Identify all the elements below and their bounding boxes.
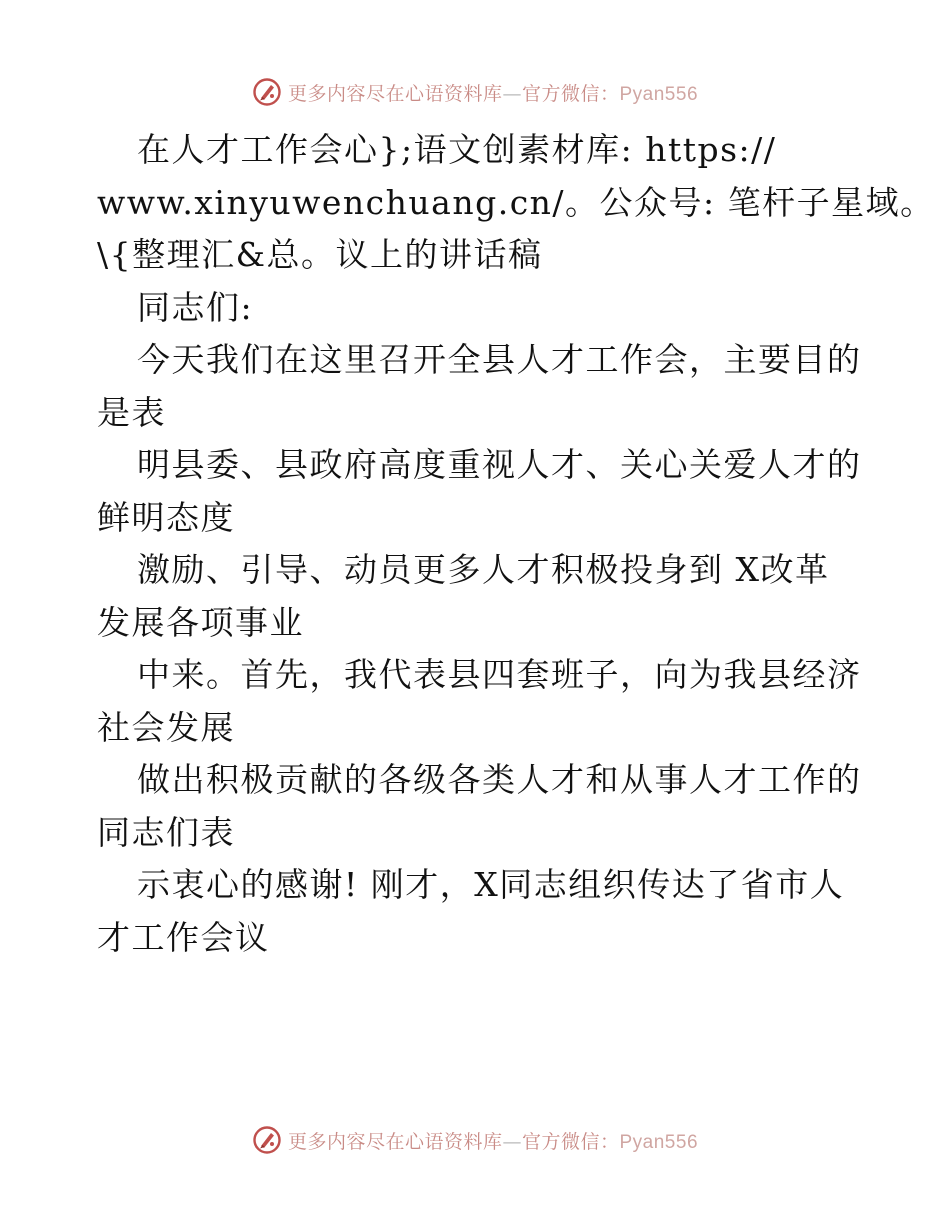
header-banner-separator: — <box>502 82 522 105</box>
header-banner-wechat-label: 官方微信： <box>521 82 620 105</box>
text-line: 做出积极贡献的各级各类人才和从事人才工作的 <box>137 760 862 799</box>
text-line: \{整理汇&总。议上的讲话稿 <box>97 235 543 274</box>
text-line: 发展各项事业 <box>97 602 304 642</box>
text-line: 同志们: <box>137 287 254 327</box>
text-line: 中来。首先，我代表县四套班子，向为我县经济 <box>137 655 862 694</box>
text-line: 才工作会议 <box>97 917 270 957</box>
pen-logo-icon <box>252 1125 282 1155</box>
text-line: 在人才工作会心};语文创素材库: https:// <box>137 130 777 169</box>
text-line: 激励、引导、动员更多人才积极投身到 X改革 <box>137 550 830 589</box>
text-line: 今天我们在这里召开全县人才工作会，主要目的 <box>137 340 862 379</box>
header-banner-wechat-id: Pyan556 <box>619 83 699 105</box>
text-line: www.xinyuwenchuang.cn/。公众号: 笔杆子星域。 <box>97 182 935 222</box>
text-line: 是表 <box>97 392 166 432</box>
text-line: 明县委、县政府高度重视人才、关心关爱人才的 <box>137 445 862 484</box>
header-watermark-banner <box>0 72 950 112</box>
footer-banner-wechat-id: Pyan556 <box>619 1131 699 1153</box>
footer-watermark-banner <box>0 1120 950 1160</box>
footer-banner-main: 更多内容尽在心语资料库 <box>287 1130 503 1153</box>
text-line: 示衷心的感谢! 刚才，X同志组织传达了省市人 <box>137 865 845 904</box>
text-line: 同志们表 <box>97 812 235 852</box>
pen-logo-icon <box>252 77 282 107</box>
header-banner-text <box>288 79 698 106</box>
footer-banner-wechat-label: 官方微信： <box>521 1130 620 1153</box>
text-line: 社会发展 <box>97 707 235 747</box>
speech-body <box>97 124 935 964</box>
header-banner-main: 更多内容尽在心语资料库 <box>287 82 503 105</box>
footer-banner-separator: — <box>502 1130 522 1153</box>
footer-banner-text <box>288 1127 698 1154</box>
text-line: 鲜明态度 <box>97 497 235 537</box>
